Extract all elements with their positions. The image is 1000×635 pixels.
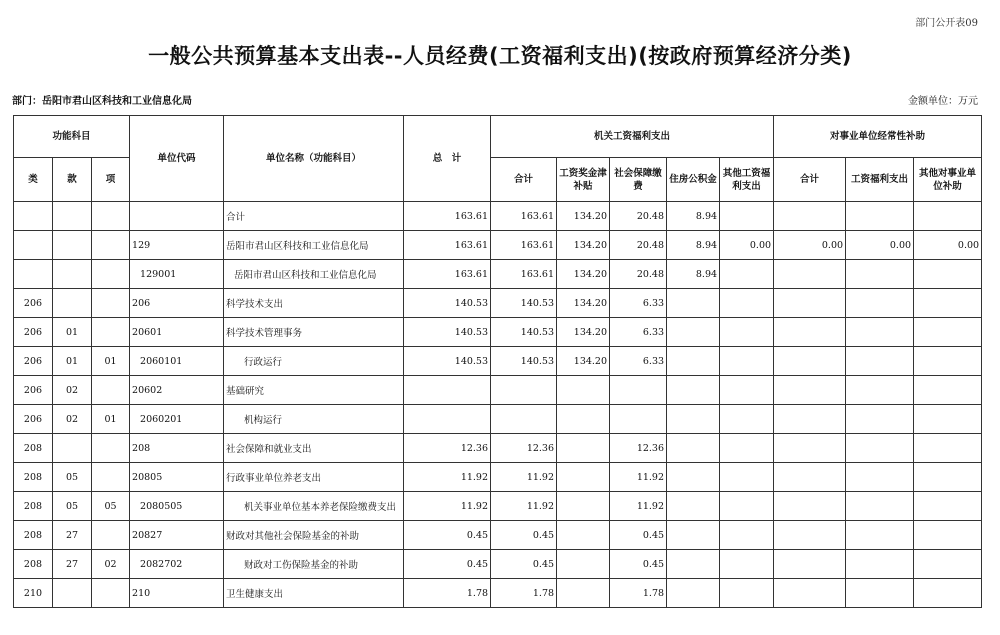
cell-agency-subtotal: 0.45 [491, 521, 557, 550]
cell-agency-salary: 134.20 [557, 260, 610, 289]
cell-xiang [92, 260, 130, 289]
cell-agency-subtotal: 0.45 [491, 550, 557, 579]
cell-agency-other [720, 289, 774, 318]
cell-agency-social: 20.48 [610, 231, 667, 260]
cell-agency-other [720, 405, 774, 434]
cell-agency-salary: 134.20 [557, 347, 610, 376]
header-xiang: 项 [92, 158, 130, 202]
cell-agency-other [720, 463, 774, 492]
cell-unit-name: 行政运行 [224, 347, 404, 376]
header-agency-group: 机关工资福利支出 [491, 116, 774, 158]
header-inst-subtotal: 合计 [774, 158, 846, 202]
cell-agency-subtotal: 163.61 [491, 202, 557, 231]
cell-xiang [92, 289, 130, 318]
cell-agency-social: 20.48 [610, 202, 667, 231]
cell-agency-social: 20.48 [610, 260, 667, 289]
table-row [14, 521, 982, 550]
cell-kuan: 05 [53, 492, 92, 521]
cell-agency-salary [557, 434, 610, 463]
cell-agency-social: 0.45 [610, 550, 667, 579]
cell-lei: 208 [14, 463, 53, 492]
cell-unit-code: 206 [130, 289, 224, 318]
cell-unit-name: 科学技术管理事务 [224, 318, 404, 347]
table-row [14, 492, 982, 521]
cell-total [404, 405, 491, 434]
cell-inst-salary [846, 202, 914, 231]
cell-xiang: 01 [92, 347, 130, 376]
cell-agency-subtotal: 163.61 [491, 231, 557, 260]
cell-unit-code: 2060201 [130, 405, 224, 434]
page-tag: 部门公开表09 [915, 18, 978, 29]
cell-inst-other [914, 289, 982, 318]
cell-inst-subtotal [774, 405, 846, 434]
cell-kuan: 02 [53, 405, 92, 434]
cell-unit-code: 2082702 [130, 550, 224, 579]
cell-unit-name: 行政事业单位养老支出 [224, 463, 404, 492]
table-body [14, 202, 982, 608]
cell-agency-subtotal: 1.78 [491, 579, 557, 608]
cell-lei: 206 [14, 376, 53, 405]
cell-agency-housing [667, 405, 720, 434]
cell-agency-other [720, 521, 774, 550]
cell-unit-code: 129001 [130, 260, 224, 289]
cell-agency-salary [557, 492, 610, 521]
cell-agency-subtotal [491, 376, 557, 405]
cell-agency-salary [557, 376, 610, 405]
unit-label: 金额单位：万元 [908, 96, 978, 107]
header-agency-subtotal: 合计 [491, 158, 557, 202]
cell-agency-salary: 134.20 [557, 318, 610, 347]
cell-agency-subtotal: 140.53 [491, 318, 557, 347]
cell-total: 163.61 [404, 202, 491, 231]
cell-inst-salary [846, 434, 914, 463]
cell-agency-social: 0.45 [610, 521, 667, 550]
cell-xiang [92, 521, 130, 550]
cell-agency-housing [667, 463, 720, 492]
cell-lei: 208 [14, 521, 53, 550]
cell-agency-housing [667, 318, 720, 347]
cell-inst-salary [846, 347, 914, 376]
cell-kuan [53, 579, 92, 608]
cell-agency-housing [667, 434, 720, 463]
cell-xiang: 05 [92, 492, 130, 521]
cell-inst-salary [846, 289, 914, 318]
header-inst-group: 对事业单位经常性补助 [774, 116, 982, 158]
cell-agency-housing [667, 347, 720, 376]
header-agency-salary: 工资奖金津补贴 [557, 158, 610, 202]
cell-unit-name: 社会保障和就业支出 [224, 434, 404, 463]
table-row [14, 347, 982, 376]
cell-agency-salary [557, 463, 610, 492]
cell-xiang [92, 231, 130, 260]
table-row [14, 376, 982, 405]
cell-inst-other: 0.00 [914, 231, 982, 260]
cell-lei [14, 231, 53, 260]
header-agency-other: 其他工资福利支出 [720, 158, 774, 202]
table-row [14, 434, 982, 463]
cell-lei: 206 [14, 405, 53, 434]
table-row [14, 550, 982, 579]
cell-kuan [53, 434, 92, 463]
cell-inst-subtotal: 0.00 [774, 231, 846, 260]
cell-agency-housing [667, 376, 720, 405]
cell-agency-salary [557, 405, 610, 434]
cell-xiang [92, 318, 130, 347]
cell-inst-subtotal [774, 289, 846, 318]
cell-unit-code: 208 [130, 434, 224, 463]
cell-inst-subtotal [774, 376, 846, 405]
cell-lei: 208 [14, 434, 53, 463]
cell-total: 1.78 [404, 579, 491, 608]
cell-inst-salary [846, 376, 914, 405]
cell-unit-code: 129 [130, 231, 224, 260]
cell-agency-social: 6.33 [610, 289, 667, 318]
cell-inst-salary [846, 521, 914, 550]
cell-inst-subtotal [774, 202, 846, 231]
cell-total: 140.53 [404, 289, 491, 318]
cell-agency-other [720, 376, 774, 405]
cell-xiang [92, 463, 130, 492]
cell-unit-name: 机关事业单位基本养老保险缴费支出 [224, 492, 404, 521]
cell-agency-social: 11.92 [610, 492, 667, 521]
header-kuan: 款 [53, 158, 92, 202]
cell-kuan [53, 231, 92, 260]
cell-inst-salary: 0.00 [846, 231, 914, 260]
cell-agency-subtotal: 12.36 [491, 434, 557, 463]
table-row [14, 318, 982, 347]
cell-inst-subtotal [774, 492, 846, 521]
cell-lei: 206 [14, 318, 53, 347]
cell-xiang: 02 [92, 550, 130, 579]
cell-agency-other [720, 202, 774, 231]
cell-kuan: 01 [53, 318, 92, 347]
cell-unit-name: 财政对其他社会保险基金的补助 [224, 521, 404, 550]
cell-unit-name: 岳阳市君山区科技和工业信息化局 [224, 260, 404, 289]
cell-unit-name: 科学技术支出 [224, 289, 404, 318]
cell-kuan: 02 [53, 376, 92, 405]
cell-inst-salary [846, 492, 914, 521]
cell-inst-subtotal [774, 347, 846, 376]
header-total: 总 计 [404, 116, 491, 202]
cell-agency-subtotal: 11.92 [491, 463, 557, 492]
cell-xiang [92, 202, 130, 231]
cell-agency-subtotal: 11.92 [491, 492, 557, 521]
cell-agency-housing: 8.94 [667, 260, 720, 289]
cell-agency-social: 6.33 [610, 347, 667, 376]
cell-inst-salary [846, 405, 914, 434]
cell-agency-salary [557, 550, 610, 579]
cell-inst-other [914, 463, 982, 492]
table-row [14, 231, 982, 260]
cell-xiang: 01 [92, 405, 130, 434]
cell-agency-other [720, 347, 774, 376]
cell-agency-subtotal: 140.53 [491, 347, 557, 376]
table-row [14, 202, 982, 231]
cell-total: 140.53 [404, 347, 491, 376]
header-agency-social: 社会保障缴费 [610, 158, 667, 202]
cell-agency-subtotal: 163.61 [491, 260, 557, 289]
cell-unit-code [130, 202, 224, 231]
cell-agency-social: 1.78 [610, 579, 667, 608]
cell-xiang [92, 434, 130, 463]
table-row [14, 405, 982, 434]
cell-agency-salary: 134.20 [557, 231, 610, 260]
cell-agency-housing [667, 521, 720, 550]
cell-inst-other [914, 202, 982, 231]
cell-inst-other [914, 405, 982, 434]
table-row [14, 579, 982, 608]
cell-agency-housing [667, 289, 720, 318]
cell-unit-name: 机构运行 [224, 405, 404, 434]
cell-agency-housing [667, 579, 720, 608]
cell-inst-subtotal [774, 521, 846, 550]
cell-inst-other [914, 434, 982, 463]
cell-unit-code: 2060101 [130, 347, 224, 376]
cell-unit-code: 20827 [130, 521, 224, 550]
cell-kuan: 05 [53, 463, 92, 492]
cell-lei: 206 [14, 347, 53, 376]
cell-total [404, 376, 491, 405]
cell-inst-other [914, 550, 982, 579]
cell-total: 12.36 [404, 434, 491, 463]
cell-agency-other [720, 579, 774, 608]
cell-inst-other [914, 376, 982, 405]
cell-total: 0.45 [404, 550, 491, 579]
header-unit-code: 单位代码 [130, 116, 224, 202]
cell-unit-name: 合计 [224, 202, 404, 231]
cell-lei [14, 202, 53, 231]
cell-agency-other [720, 260, 774, 289]
cell-total: 163.61 [404, 231, 491, 260]
cell-kuan: 27 [53, 521, 92, 550]
cell-unit-code: 20602 [130, 376, 224, 405]
cell-agency-social: 6.33 [610, 318, 667, 347]
cell-inst-other [914, 521, 982, 550]
cell-inst-salary [846, 260, 914, 289]
cell-total: 140.53 [404, 318, 491, 347]
department-label: 部门：岳阳市君山区科技和工业信息化局 [12, 96, 192, 107]
cell-agency-salary: 134.20 [557, 202, 610, 231]
cell-lei [14, 260, 53, 289]
cell-agency-salary: 134.20 [557, 289, 610, 318]
cell-lei: 206 [14, 289, 53, 318]
header-inst-salary: 工资福利支出 [846, 158, 914, 202]
cell-total: 0.45 [404, 521, 491, 550]
cell-kuan [53, 202, 92, 231]
cell-unit-name: 财政对工伤保险基金的补助 [224, 550, 404, 579]
cell-xiang [92, 376, 130, 405]
cell-agency-salary [557, 521, 610, 550]
cell-kuan [53, 260, 92, 289]
cell-inst-salary [846, 550, 914, 579]
cell-inst-subtotal [774, 318, 846, 347]
cell-inst-subtotal [774, 260, 846, 289]
cell-inst-salary [846, 318, 914, 347]
cell-total: 11.92 [404, 492, 491, 521]
cell-agency-subtotal: 140.53 [491, 289, 557, 318]
cell-unit-code: 210 [130, 579, 224, 608]
cell-agency-salary [557, 579, 610, 608]
cell-agency-other [720, 318, 774, 347]
cell-agency-subtotal [491, 405, 557, 434]
table-row [14, 289, 982, 318]
cell-unit-name: 基础研究 [224, 376, 404, 405]
cell-inst-salary [846, 579, 914, 608]
cell-agency-housing [667, 492, 720, 521]
cell-agency-housing: 8.94 [667, 202, 720, 231]
cell-inst-subtotal [774, 550, 846, 579]
cell-inst-other [914, 492, 982, 521]
cell-inst-subtotal [774, 434, 846, 463]
cell-unit-code: 20805 [130, 463, 224, 492]
table-row [14, 260, 982, 289]
cell-agency-other [720, 550, 774, 579]
page-title: 一般公共预算基本支出表--人员经费(工资福利支出)(按政府预算经济分类) [148, 44, 852, 68]
cell-xiang [92, 579, 130, 608]
header-func-subject: 功能科目 [14, 116, 130, 158]
cell-inst-other [914, 318, 982, 347]
table-row [14, 463, 982, 492]
cell-agency-social [610, 405, 667, 434]
cell-total: 163.61 [404, 260, 491, 289]
cell-inst-subtotal [774, 463, 846, 492]
cell-inst-subtotal [774, 579, 846, 608]
cell-kuan: 27 [53, 550, 92, 579]
cell-inst-other [914, 347, 982, 376]
cell-inst-salary [846, 463, 914, 492]
cell-agency-other [720, 492, 774, 521]
cell-unit-code: 20601 [130, 318, 224, 347]
cell-kuan [53, 289, 92, 318]
cell-inst-other [914, 260, 982, 289]
cell-agency-other [720, 434, 774, 463]
cell-kuan: 01 [53, 347, 92, 376]
cell-agency-social: 12.36 [610, 434, 667, 463]
cell-unit-name: 卫生健康支出 [224, 579, 404, 608]
cell-lei: 210 [14, 579, 53, 608]
cell-agency-social: 11.92 [610, 463, 667, 492]
cell-lei: 208 [14, 550, 53, 579]
header-agency-housing: 住房公积金 [667, 158, 720, 202]
header-unit-name: 单位名称（功能科目） [224, 116, 404, 202]
header-inst-other: 其他对事业单位补助 [914, 158, 982, 202]
cell-agency-social [610, 376, 667, 405]
cell-lei: 208 [14, 492, 53, 521]
header-lei: 类 [14, 158, 53, 202]
budget-table [13, 115, 982, 608]
cell-inst-other [914, 579, 982, 608]
cell-total: 11.92 [404, 463, 491, 492]
cell-unit-code: 2080505 [130, 492, 224, 521]
cell-agency-housing: 8.94 [667, 231, 720, 260]
cell-agency-housing [667, 550, 720, 579]
cell-agency-other: 0.00 [720, 231, 774, 260]
cell-unit-name: 岳阳市君山区科技和工业信息化局 [224, 231, 404, 260]
